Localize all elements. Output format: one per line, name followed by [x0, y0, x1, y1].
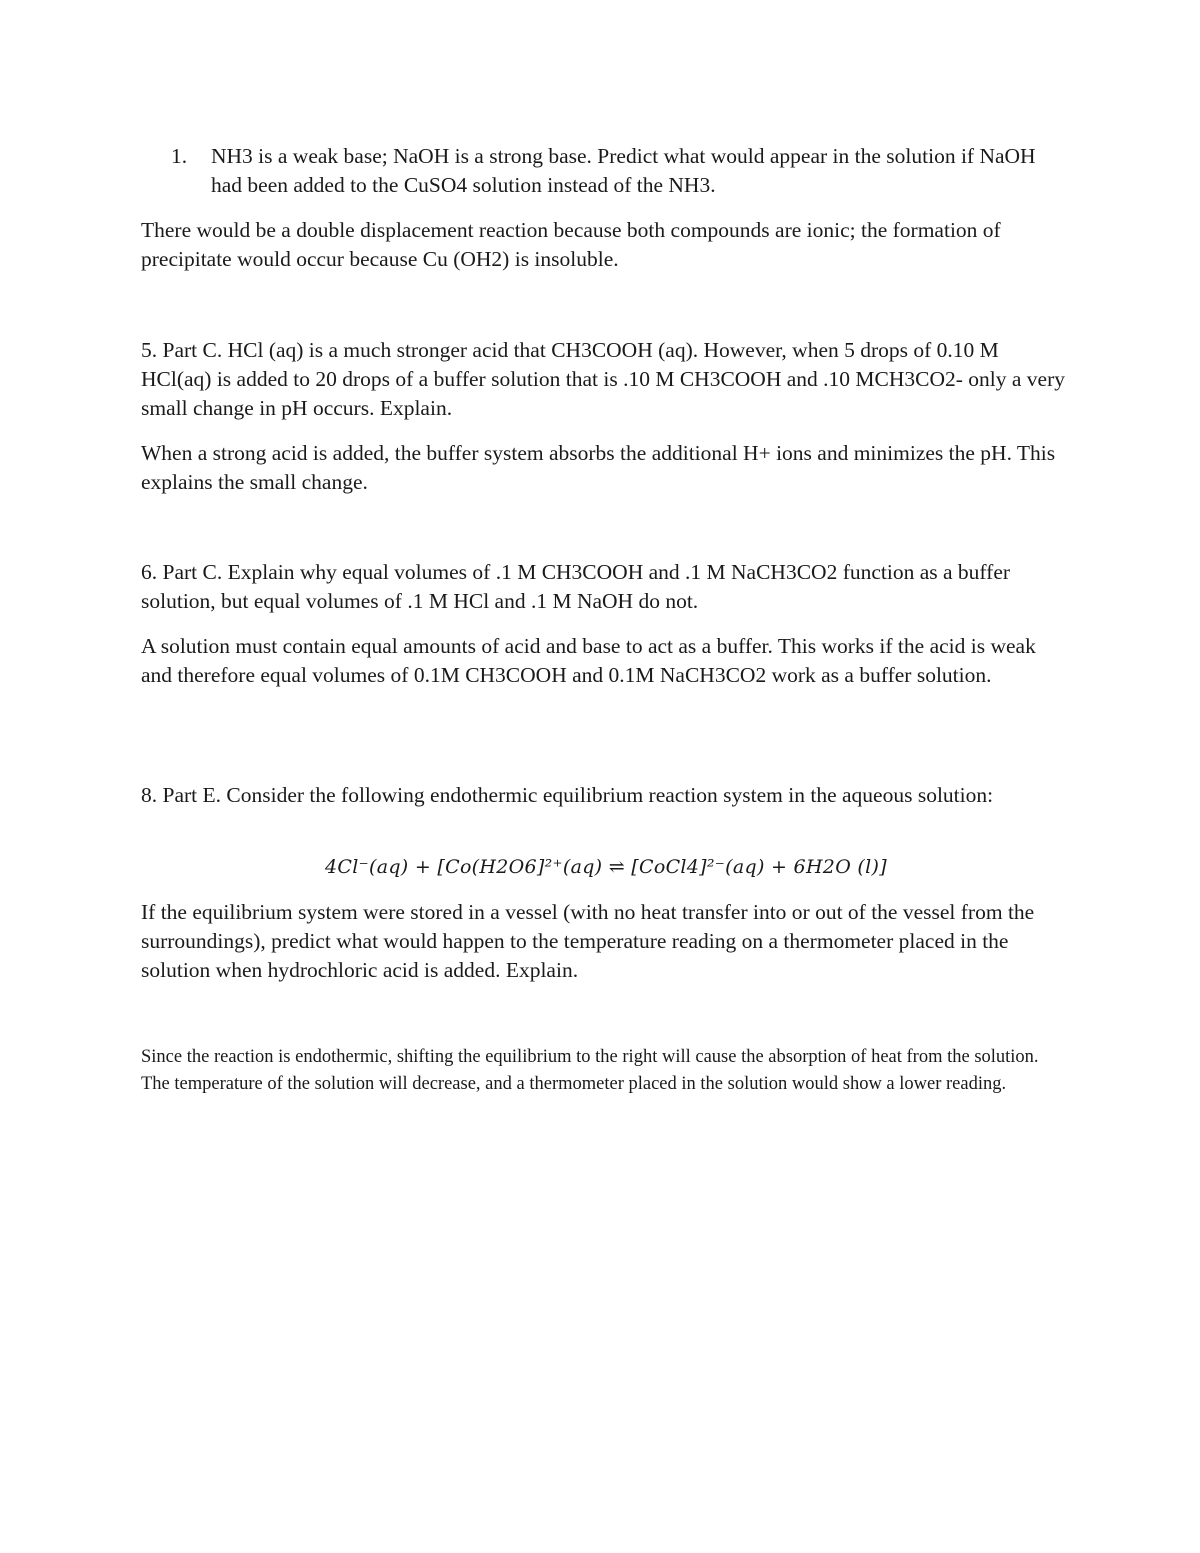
equilibrium-equation: 4Cl⁻(aq) + [Co(H2O6]²⁺(aq) ⇌ [CoCl4]²⁻(aq) + 6H2O (l)] [325, 856, 887, 878]
answer-1: There would be a double displacement reaction because both compounds are ionic; the formation of precipitate would occur because Cu (OH2) is insoluble. [141, 218, 1001, 271]
answer-8: Since the reaction is endothermic, shifting the equilibrium to the right will cause the absorption of heat from the solution. The temperature of the solution will decrease, and a thermometer placed in the solution would show a lower reading. [141, 1047, 1039, 1094]
question-5: 5. Part C. HCl (aq) is a much stronger acid that CH3COOH (aq). However, when 5 drops of 0.10 M HCl(aq) is added to 20 drops of a buffer solution that is .10 M CH3COOH and .10 MCH3CO2- only a very small change in pH occurs. Explain. [141, 338, 1066, 420]
question-1-number: 1. [171, 144, 188, 168]
question-8-intro: 8. Part E. Consider the following endothermic equilibrium reaction system in the aqueous solution: [141, 783, 994, 807]
answer-5: When a strong acid is added, the buffer system absorbs the additional H+ ions and minimizes the pH. This explains the small change. [141, 441, 1056, 494]
question-1-text: NH3 is a weak base; NaOH is a strong base. Predict what would appear in the solution if NaOH had been added to the CuSO4 solution instead of the NH3. [211, 144, 1036, 197]
question-8-prompt: If the equilibrium system were stored in a vessel (with no heat transfer into or out of the vessel from the surroundings), predict what would happen to the temperature reading on a thermometer placed in the solution when hydrochloric acid is added. Explain. [141, 900, 1035, 982]
answer-6: A solution must contain equal amounts of acid and base to act as a buffer. This works if the acid is weak and therefore equal volumes of 0.1M CH3COOH and 0.1M NaCH3CO2 work as a buffer solution. [141, 634, 1036, 687]
question-1 [171, 142, 1071, 200]
question-6: 6. Part C. Explain why equal volumes of .1 M CH3COOH and .1 M NaCH3CO2 function as a buffer solution, but equal volumes of .1 M HCl and .1 M NaOH do not. [141, 560, 1011, 613]
